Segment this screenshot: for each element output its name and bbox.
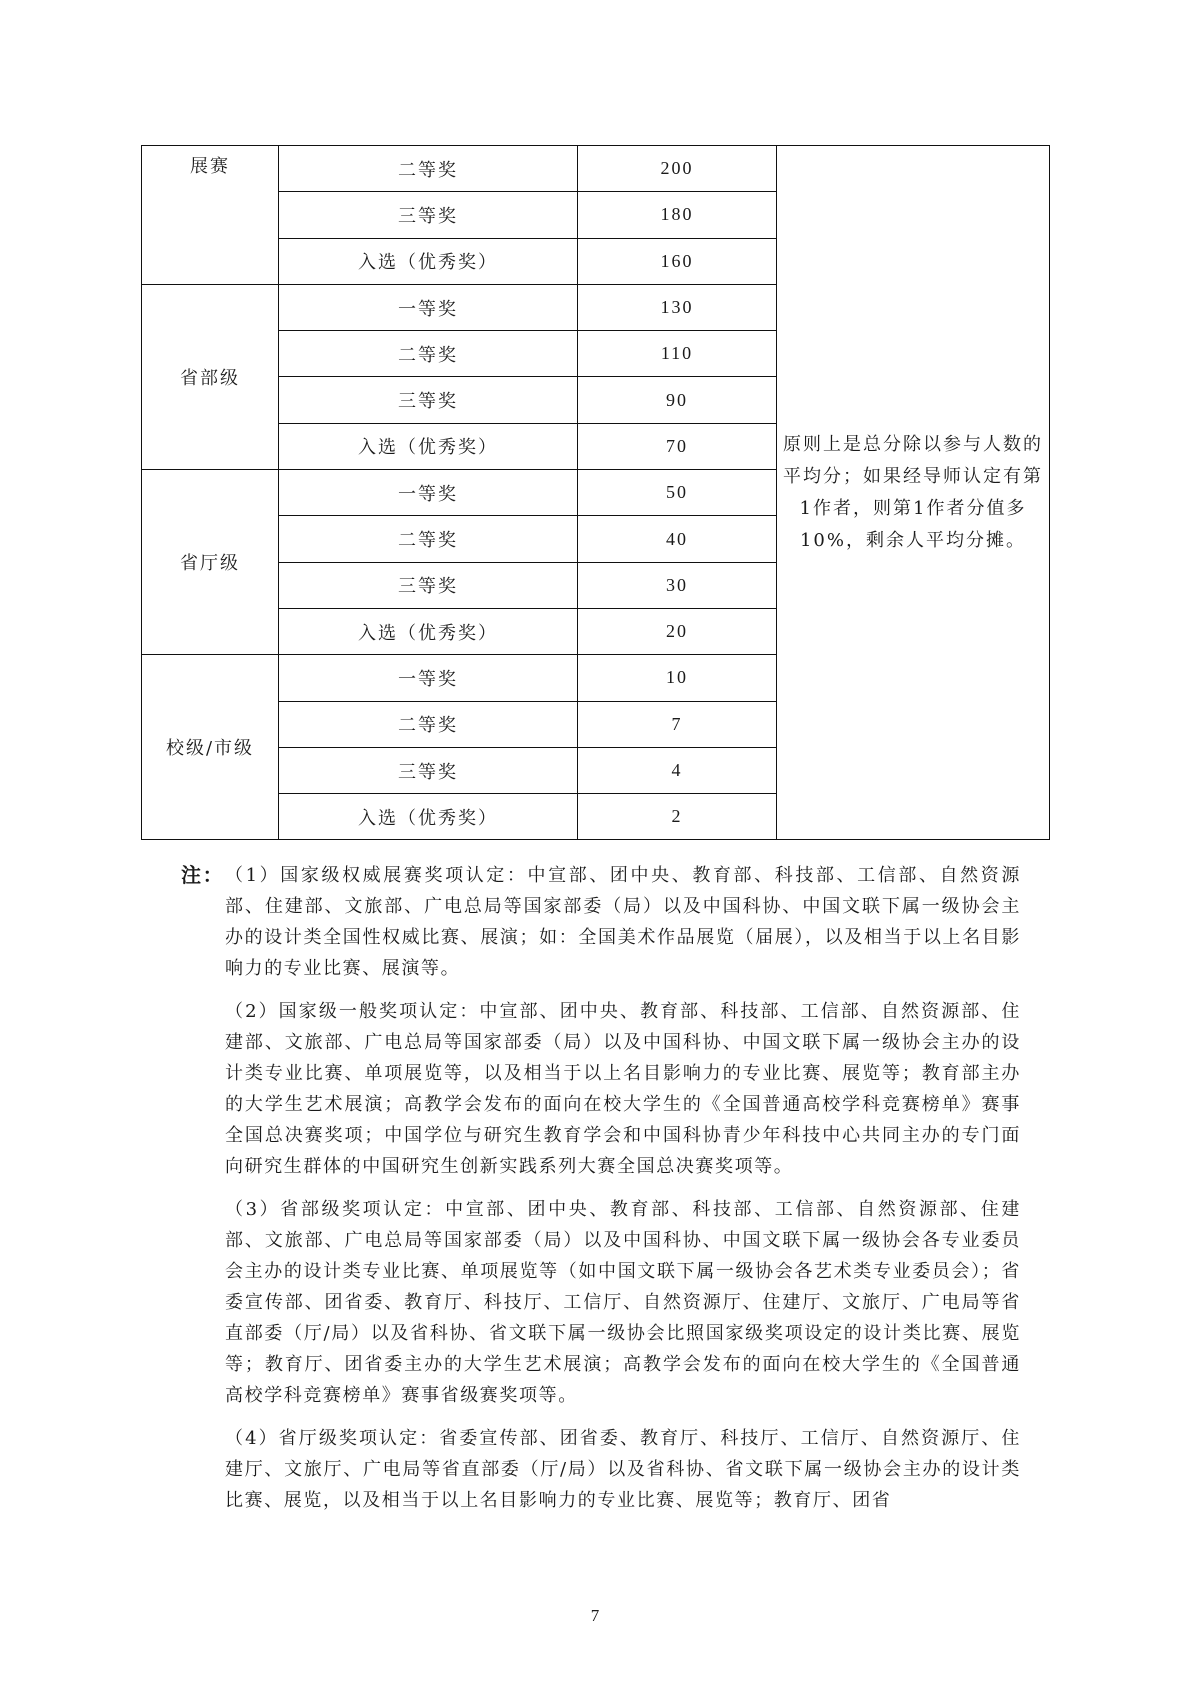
level-cell: 省厅级 xyxy=(142,470,279,655)
score-cell: 160 xyxy=(578,238,777,284)
score-cell: 7 xyxy=(578,701,777,747)
scoring-rule-note: 原则上是总分除以参与人数的平均分；如果经导师认定有第1作者，则第1作者分值多10%，剩余人平均分摊。 xyxy=(777,146,1050,840)
award-cell: 入选（优秀奖） xyxy=(279,238,578,284)
award-cell: 二等奖 xyxy=(279,516,578,562)
table-row xyxy=(142,146,1050,192)
score-cell: 40 xyxy=(578,516,777,562)
note-paragraph-2: （2）国家级一般奖项认定：中宣部、团中央、教育部、科技部、工信部、自然资源部、住建部、文旅部、广电总局等国家部委（局）以及中国科协、中国文联下属一级协会主办的设计类专业比赛、单项展览等，以及相当于以上名目影响力的专业比赛、展览等；教育部主办的大学生艺术展演；高教学会发布的面向在校大学生的《全国普通高校学科竞赛榜单》赛事全国总决赛奖项；中国学位与研究生教育学会和中国科协青少年科技中心共同主办的专门面向研究生群体的中国研究生创新实践系列大赛全国总决赛奖项等。 xyxy=(225,1001,1021,1177)
score-cell: 180 xyxy=(578,192,777,238)
note-text: （1）国家级权威展赛奖项认定：中宣部、团中央、教育部、科技部、工信部、自然资源部、住建部、文旅部、广电总局等国家部委（局）以及中国科协、中国文联下属一级协会主办的设计类全国性权威比赛、展演；如：全国美术作品展览（届展），以及相当于以上名目影响力的专业比赛、展演等。 xyxy=(225,865,1021,979)
level-cell: 校级/市级 xyxy=(142,655,279,840)
award-cell: 三等奖 xyxy=(279,747,578,793)
note-paragraph-1 xyxy=(181,860,1021,984)
score-cell: 70 xyxy=(578,423,777,469)
award-cell: 二等奖 xyxy=(279,146,578,192)
award-cell: 三等奖 xyxy=(279,377,578,423)
score-cell: 20 xyxy=(578,608,777,654)
award-cell: 三等奖 xyxy=(279,562,578,608)
score-cell: 200 xyxy=(578,146,777,192)
score-cell: 2 xyxy=(578,794,777,840)
notes-section xyxy=(181,860,1021,1528)
score-cell: 30 xyxy=(578,562,777,608)
award-cell: 一等奖 xyxy=(279,284,578,330)
note-paragraph-3: （3）省部级奖项认定：中宣部、团中央、教育部、科技部、工信部、自然资源部、住建部、文旅部、广电总局等国家部委（局）以及中国科协、中国文联下属一级协会各专业委员会主办的设计类专业比赛、单项展览等（如中国文联下属一级协会各艺术类专业委员会）；省委宣传部、团省委、教育厅、科技厅、工信厅、自然资源厅、住建厅、文旅厅、广电局等省直部委（厅/局）以及省科协、省文联下属一级协会比照国家级奖项设定的设计类比赛、展览等；教育厅、团省委主办的大学生艺术展演；高教学会发布的面向在校大学生的《全国普通高校学科竞赛榜单》赛事省级赛奖项等。 xyxy=(225,1199,1021,1406)
award-cell: 入选（优秀奖） xyxy=(279,794,578,840)
award-cell: 二等奖 xyxy=(279,331,578,377)
score-cell: 110 xyxy=(578,331,777,377)
level-cell: 省部级 xyxy=(142,284,279,469)
score-cell: 90 xyxy=(578,377,777,423)
score-cell: 50 xyxy=(578,470,777,516)
level-cell: 展赛 xyxy=(142,146,279,285)
note-paragraph-4: （4）省厅级奖项认定：省委宣传部、团省委、教育厅、科技厅、工信厅、自然资源厅、住建厅、文旅厅、广电局等省直部委（厅/局）以及省科协、省文联下属一级协会主办的设计类比赛、展览，以及相当于以上名目影响力的专业比赛、展览等；教育厅、团省 xyxy=(225,1428,1021,1511)
award-cell: 入选（优秀奖） xyxy=(279,608,578,654)
score-cell: 130 xyxy=(578,284,777,330)
award-score-table xyxy=(141,145,1050,840)
award-cell: 一等奖 xyxy=(279,470,578,516)
page-number: 7 xyxy=(590,1606,600,1625)
award-cell: 三等奖 xyxy=(279,192,578,238)
award-cell: 二等奖 xyxy=(279,701,578,747)
score-cell: 10 xyxy=(578,655,777,701)
score-cell: 4 xyxy=(578,747,777,793)
award-cell: 一等奖 xyxy=(279,655,578,701)
award-cell: 入选（优秀奖） xyxy=(279,423,578,469)
notes-label: 注： xyxy=(181,863,225,887)
